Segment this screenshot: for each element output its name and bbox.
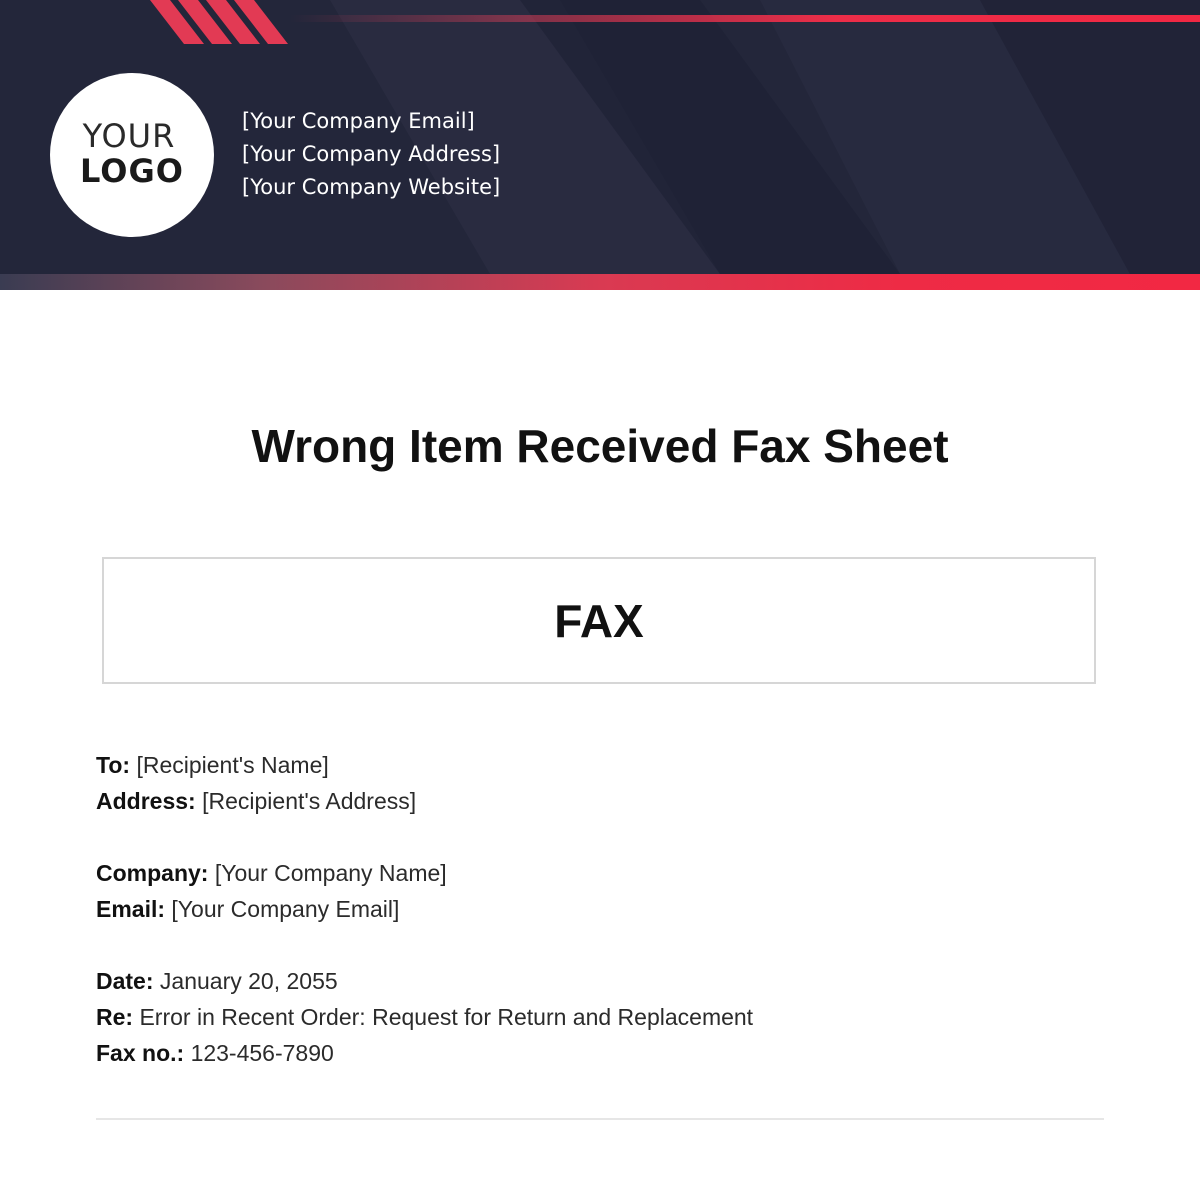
field-label: To: bbox=[96, 752, 131, 778]
header-bottom-stripe bbox=[0, 274, 1200, 290]
fax-details bbox=[96, 747, 753, 1071]
header-accent-line bbox=[290, 15, 1200, 22]
company-info bbox=[242, 105, 500, 204]
company-address: [Your Company Address] bbox=[242, 142, 501, 166]
document-title: Wrong Item Received Fax Sheet bbox=[251, 420, 949, 472]
company-website: [Your Company Website] bbox=[242, 175, 501, 199]
field-address bbox=[96, 783, 753, 819]
field-re bbox=[96, 999, 753, 1035]
header-banner bbox=[0, 0, 1200, 290]
fax-heading-box bbox=[102, 557, 1096, 684]
field-value: [Recipient's Address] bbox=[202, 788, 417, 814]
field-value: [Your Company Name] bbox=[214, 860, 447, 886]
section-divider bbox=[96, 1118, 1104, 1120]
field-label: Re: bbox=[96, 1004, 134, 1030]
field-value: January 20, 2055 bbox=[159, 968, 338, 994]
field-label: Address: bbox=[96, 788, 196, 814]
field-label: Fax no.: bbox=[96, 1040, 185, 1066]
field-company bbox=[96, 855, 753, 891]
field-to bbox=[96, 747, 753, 783]
field-label: Company: bbox=[96, 860, 209, 886]
field-value: 123-456-7890 bbox=[190, 1040, 334, 1066]
field-value: [Recipient's Name] bbox=[136, 752, 329, 778]
field-label: Date: bbox=[96, 968, 154, 994]
red-diagonal-stripes-icon bbox=[150, 0, 288, 44]
fax-label: FAX bbox=[554, 595, 644, 647]
logo-text-your: YOUR bbox=[82, 117, 176, 155]
logo-text-logo: LOGO bbox=[80, 152, 184, 190]
field-fax-no bbox=[96, 1035, 753, 1071]
field-date bbox=[96, 963, 753, 999]
field-email bbox=[96, 891, 753, 927]
company-logo bbox=[50, 73, 214, 237]
company-email: [Your Company Email] bbox=[242, 109, 475, 133]
field-label: Email: bbox=[96, 896, 166, 922]
field-value: Error in Recent Order: Request for Return and Replacement bbox=[139, 1004, 754, 1030]
field-value: [Your Company Email] bbox=[171, 896, 400, 922]
